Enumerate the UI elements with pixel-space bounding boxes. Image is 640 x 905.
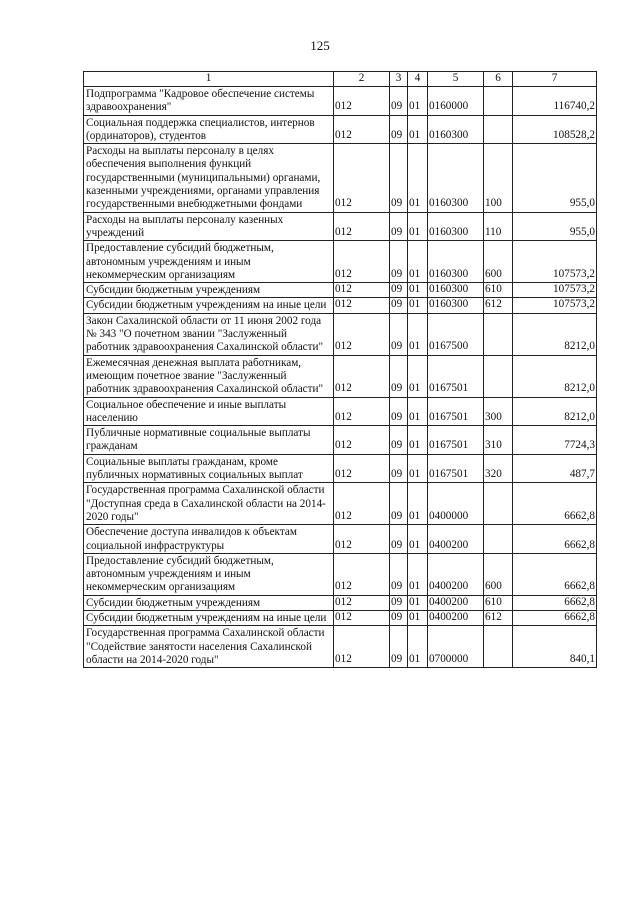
row-target-article-cell: 0160300: [428, 283, 484, 298]
row-subsection-cell: 01: [408, 610, 428, 625]
row-admin-code-cell: 012: [334, 397, 390, 426]
budget-table: [83, 71, 597, 668]
table-row: [84, 595, 597, 610]
row-expense-type-cell: 612: [484, 298, 513, 313]
table-row: [84, 355, 597, 397]
row-section-cell: 09: [390, 241, 408, 283]
row-admin-code-cell: 012: [334, 212, 390, 241]
row-section-cell: 09: [390, 355, 408, 397]
table-row: [84, 626, 597, 668]
row-name-cell: Закон Сахалинской области от 11 июня 2002 года № 343 "О почетном звании "Заслуженный работник здравоохранения Сахалинской области": [84, 313, 334, 355]
row-expense-type-cell: 610: [484, 595, 513, 610]
table-row: [84, 525, 597, 554]
row-name-cell: Расходы на выплаты персоналу казенных учреждений: [84, 212, 334, 241]
row-target-article-cell: 0167501: [428, 397, 484, 426]
row-name-cell: Социальное обеспечение и иные выплаты населению: [84, 397, 334, 426]
row-target-article-cell: 0400200: [428, 595, 484, 610]
row-amount-cell: 487,7: [513, 454, 597, 483]
row-section-cell: 09: [390, 454, 408, 483]
row-admin-code-cell: 012: [334, 283, 390, 298]
row-subsection-cell: 01: [408, 426, 428, 455]
row-amount-cell: 7724,3: [513, 426, 597, 455]
table-header-row: [84, 72, 597, 87]
row-name-cell: Предоставление субсидий бюджетным, автономным учреждениям и иным некоммерческим организациям: [84, 241, 334, 283]
row-section-cell: 09: [390, 144, 408, 212]
row-amount-cell: 8212,0: [513, 355, 597, 397]
table-row: [84, 241, 597, 283]
row-section-cell: 09: [390, 595, 408, 610]
header-col-7: 7: [513, 72, 597, 87]
row-target-article-cell: 0167500: [428, 313, 484, 355]
row-admin-code-cell: 012: [334, 595, 390, 610]
row-subsection-cell: 01: [408, 454, 428, 483]
row-amount-cell: 107573,2: [513, 241, 597, 283]
row-target-article-cell: 0400200: [428, 525, 484, 554]
row-target-article-cell: 0167501: [428, 355, 484, 397]
row-amount-cell: 6662,8: [513, 525, 597, 554]
row-expense-type-cell: [484, 355, 513, 397]
header-col-1: 1: [84, 72, 334, 87]
row-subsection-cell: 01: [408, 283, 428, 298]
row-target-article-cell: 0160000: [428, 87, 484, 116]
row-section-cell: 09: [390, 553, 408, 595]
row-name-cell: Субсидии бюджетным учреждениям на иные цели: [84, 298, 334, 313]
row-target-article-cell: 0160300: [428, 115, 484, 144]
row-target-article-cell: 0160300: [428, 144, 484, 212]
row-admin-code-cell: 012: [334, 610, 390, 625]
row-subsection-cell: 01: [408, 212, 428, 241]
row-expense-type-cell: 110: [484, 212, 513, 241]
row-expense-type-cell: 320: [484, 454, 513, 483]
row-subsection-cell: 01: [408, 313, 428, 355]
row-amount-cell: 107573,2: [513, 283, 597, 298]
row-admin-code-cell: 012: [334, 355, 390, 397]
row-subsection-cell: 01: [408, 553, 428, 595]
page-number: 125: [310, 38, 330, 53]
row-target-article-cell: 0400000: [428, 483, 484, 525]
table-row: [84, 115, 597, 144]
row-section-cell: 09: [390, 298, 408, 313]
table-row: [84, 313, 597, 355]
row-section-cell: 09: [390, 626, 408, 668]
table-row: [84, 426, 597, 455]
row-amount-cell: 6662,8: [513, 610, 597, 625]
row-expense-type-cell: [484, 115, 513, 144]
header-col-6: 6: [484, 72, 513, 87]
row-amount-cell: 8212,0: [513, 313, 597, 355]
table-row: [84, 483, 597, 525]
row-name-cell: Социальная поддержка специалистов, интернов (ординаторов), студентов: [84, 115, 334, 144]
row-amount-cell: 955,0: [513, 144, 597, 212]
row-section-cell: 09: [390, 283, 408, 298]
row-subsection-cell: 01: [408, 87, 428, 116]
row-admin-code-cell: 012: [334, 454, 390, 483]
row-name-cell: Субсидии бюджетным учреждениям: [84, 283, 334, 298]
header-col-2: 2: [334, 72, 390, 87]
row-expense-type-cell: 100: [484, 144, 513, 212]
row-subsection-cell: 01: [408, 355, 428, 397]
row-subsection-cell: 01: [408, 483, 428, 525]
row-section-cell: 09: [390, 313, 408, 355]
row-name-cell: Ежемесячная денежная выплата работникам, имеющим почетное звание "Заслуженный работник здравоохранения Сахалинской области": [84, 355, 334, 397]
row-expense-type-cell: 310: [484, 426, 513, 455]
table-row: [84, 87, 597, 116]
row-name-cell: Расходы на выплаты персоналу в целях обеспечения выполнения функций государственными (муниципальными) органами, казенными учреждениями, органами управления государственными внебюджетными фондами: [84, 144, 334, 212]
row-section-cell: 09: [390, 483, 408, 525]
row-target-article-cell: 0160300: [428, 298, 484, 313]
row-target-article-cell: 0160300: [428, 212, 484, 241]
row-expense-type-cell: 600: [484, 553, 513, 595]
table-row: [84, 298, 597, 313]
row-section-cell: 09: [390, 115, 408, 144]
table-row: [84, 397, 597, 426]
row-admin-code-cell: 012: [334, 313, 390, 355]
row-section-cell: 09: [390, 426, 408, 455]
row-expense-type-cell: 610: [484, 283, 513, 298]
row-subsection-cell: 01: [408, 595, 428, 610]
row-subsection-cell: 01: [408, 241, 428, 283]
row-admin-code-cell: 012: [334, 525, 390, 554]
table-row: [84, 144, 597, 212]
row-expense-type-cell: 300: [484, 397, 513, 426]
row-name-cell: Субсидии бюджетным учреждениям: [84, 595, 334, 610]
table-row: [84, 553, 597, 595]
row-name-cell: Подпрограмма "Кадровое обеспечение системы здравоохранения": [84, 87, 334, 116]
table-row: [84, 283, 597, 298]
row-target-article-cell: 0400200: [428, 610, 484, 625]
row-expense-type-cell: 600: [484, 241, 513, 283]
row-amount-cell: 955,0: [513, 212, 597, 241]
row-expense-type-cell: [484, 313, 513, 355]
row-amount-cell: 107573,2: [513, 298, 597, 313]
row-expense-type-cell: [484, 87, 513, 116]
row-admin-code-cell: 012: [334, 241, 390, 283]
row-subsection-cell: 01: [408, 397, 428, 426]
row-amount-cell: 108528,2: [513, 115, 597, 144]
header-col-4: 4: [408, 72, 428, 87]
row-name-cell: Публичные нормативные социальные выплаты гражданам: [84, 426, 334, 455]
header-col-3: 3: [390, 72, 408, 87]
row-amount-cell: 116740,2: [513, 87, 597, 116]
row-subsection-cell: 01: [408, 115, 428, 144]
row-admin-code-cell: 012: [334, 626, 390, 668]
row-target-article-cell: 0167501: [428, 454, 484, 483]
row-subsection-cell: 01: [408, 525, 428, 554]
row-expense-type-cell: [484, 626, 513, 668]
row-name-cell: Предоставление субсидий бюджетным, автономным учреждениям и иным некоммерческим организациям: [84, 553, 334, 595]
table-row: [84, 610, 597, 625]
row-section-cell: 09: [390, 397, 408, 426]
row-section-cell: 09: [390, 87, 408, 116]
row-subsection-cell: 01: [408, 144, 428, 212]
row-expense-type-cell: [484, 525, 513, 554]
row-amount-cell: 8212,0: [513, 397, 597, 426]
row-subsection-cell: 01: [408, 626, 428, 668]
row-section-cell: 09: [390, 610, 408, 625]
table-row: [84, 212, 597, 241]
row-name-cell: Государственная программа Сахалинской области "Доступная среда в Сахалинской области на 2014-2020 годы": [84, 483, 334, 525]
row-section-cell: 09: [390, 212, 408, 241]
row-admin-code-cell: 012: [334, 553, 390, 595]
row-admin-code-cell: 012: [334, 144, 390, 212]
row-amount-cell: 6662,8: [513, 483, 597, 525]
row-target-article-cell: 0167501: [428, 426, 484, 455]
row-expense-type-cell: 612: [484, 610, 513, 625]
row-name-cell: Обеспечение доступа инвалидов к объектам социальной инфраструктуры: [84, 525, 334, 554]
row-name-cell: Субсидии бюджетным учреждениям на иные цели: [84, 610, 334, 625]
table-row: [84, 454, 597, 483]
header-col-5: 5: [428, 72, 484, 87]
row-section-cell: 09: [390, 525, 408, 554]
row-target-article-cell: 0160300: [428, 241, 484, 283]
row-admin-code-cell: 012: [334, 483, 390, 525]
row-target-article-cell: 0400200: [428, 553, 484, 595]
row-admin-code-cell: 012: [334, 426, 390, 455]
row-admin-code-cell: 012: [334, 87, 390, 116]
row-target-article-cell: 0700000: [428, 626, 484, 668]
row-name-cell: Государственная программа Сахалинской области "Содействие занятости населения Сахалинской области на 2014-2020 годы": [84, 626, 334, 668]
row-amount-cell: 6662,8: [513, 595, 597, 610]
row-subsection-cell: 01: [408, 298, 428, 313]
row-amount-cell: 840,1: [513, 626, 597, 668]
row-admin-code-cell: 012: [334, 298, 390, 313]
row-name-cell: Социальные выплаты гражданам, кроме публичных нормативных социальных выплат: [84, 454, 334, 483]
row-expense-type-cell: [484, 483, 513, 525]
row-admin-code-cell: 012: [334, 115, 390, 144]
row-amount-cell: 6662,8: [513, 553, 597, 595]
